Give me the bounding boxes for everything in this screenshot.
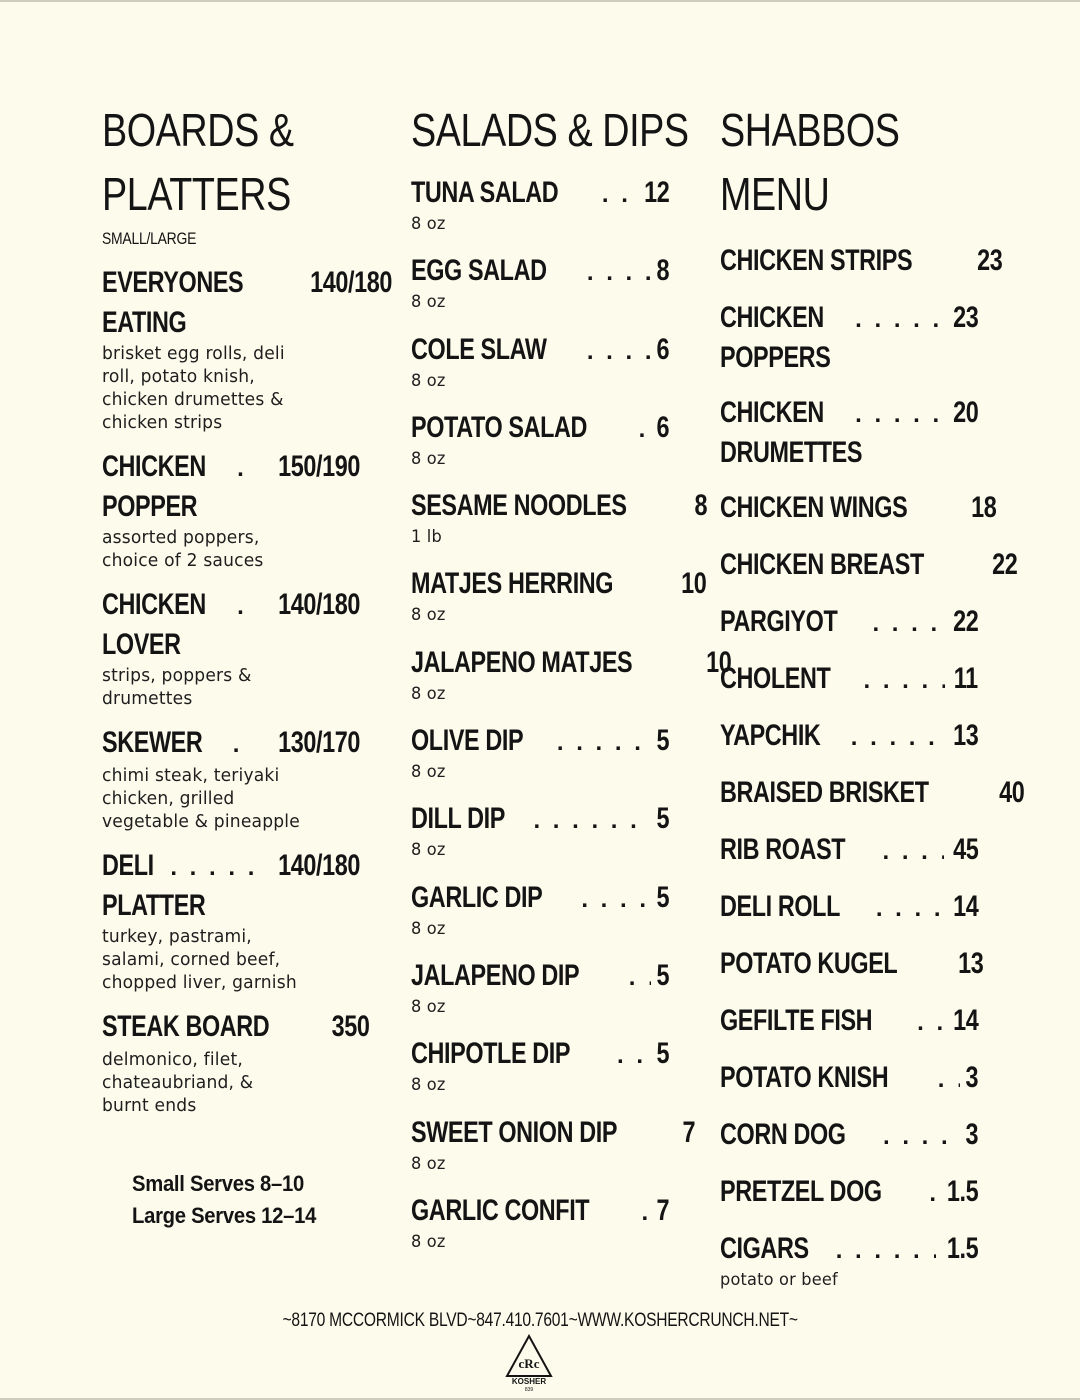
dot-leader <box>587 254 651 292</box>
item-name: CHICKEN WINGS <box>720 491 908 524</box>
item-row <box>411 1114 696 1154</box>
item-price: 140/180 <box>310 266 393 299</box>
item-row <box>411 331 669 371</box>
item-name: CHICKEN <box>720 301 824 334</box>
dot-leader <box>639 411 651 449</box>
menu-item <box>720 660 978 700</box>
menu-item <box>411 331 669 409</box>
item-name: JALAPENO DIP <box>411 958 580 992</box>
item-price: 10 <box>705 645 732 679</box>
item-desc-line: brisket egg rolls, deli <box>102 343 285 364</box>
menu-item <box>411 1114 696 1192</box>
footer-text: ~8170 MCCORMICK BLVD~847.410.7601~WWW.KOSHERCRUNCH.NET~ <box>282 1310 798 1331</box>
dot-leader <box>855 301 943 339</box>
item-row <box>720 1059 978 1099</box>
item-desc: 8 oz <box>411 292 446 313</box>
item-name-cont: PLATTER <box>102 889 206 922</box>
item-price: 13 <box>958 947 984 980</box>
dot-leader <box>617 1037 651 1075</box>
menu-item <box>411 565 707 643</box>
item-row <box>720 774 1024 814</box>
item-name-cont: EATING <box>102 306 187 339</box>
item-price: 22 <box>992 548 1018 581</box>
item-name: PRETZEL DOG <box>720 1175 882 1208</box>
menu-item <box>720 603 978 643</box>
item-name: DELI <box>102 849 154 882</box>
boards-platters-column <box>102 98 393 1117</box>
menu-item <box>411 722 669 800</box>
item-row <box>411 879 669 919</box>
item-row <box>720 489 997 529</box>
dot-leader <box>864 662 946 700</box>
item-row <box>720 1116 978 1156</box>
dot-leader <box>557 724 651 762</box>
item-name: COLE SLAW <box>411 332 547 366</box>
dot-leader <box>917 1004 944 1042</box>
item-desc: 1 lb <box>411 527 442 548</box>
item-desc: 8 oz <box>411 605 446 626</box>
item-name-cont: LOVER <box>102 628 181 661</box>
item-name: BRAISED BRISKET <box>720 776 929 809</box>
logo-word: KOSHER <box>511 1377 547 1386</box>
item-price: 11 <box>954 662 978 695</box>
item-desc-line: assorted poppers, <box>102 527 260 548</box>
menu-item <box>720 1116 978 1156</box>
item-name: SKEWER <box>102 726 203 759</box>
item-price: 23 <box>952 301 978 334</box>
shabbos-menu-column <box>720 98 1024 1307</box>
item-row <box>411 565 707 605</box>
footer-contact <box>0 1310 1080 1332</box>
item-row <box>720 945 984 985</box>
logo-letters: cRc <box>518 1356 540 1371</box>
menu-item <box>411 957 669 1035</box>
item-row <box>720 1173 978 1213</box>
item-price: 12 <box>643 176 669 209</box>
item-name: PARGIYOT <box>720 605 838 638</box>
menu-item-everyones-eating <box>102 264 393 434</box>
item-name: CHICKEN <box>102 450 206 483</box>
menu-item-steak-board <box>102 1008 370 1117</box>
dot-leader <box>237 588 253 626</box>
shabbos-title-line1: SHABBOS <box>720 104 900 156</box>
item-name-cont: DRUMETTES <box>720 436 863 469</box>
item-price: 5 <box>656 1037 669 1071</box>
item-row <box>411 409 669 449</box>
menu-item <box>720 945 984 985</box>
item-desc-line: drumettes <box>102 688 193 709</box>
page-edge-top <box>0 0 1080 2</box>
logo-number: 839 <box>524 1387 534 1392</box>
item-desc: 8 oz <box>411 1075 446 1096</box>
item-price: 6 <box>656 332 669 366</box>
serves-large: Large Serves 12–14 <box>132 1203 317 1228</box>
menu-item <box>411 409 669 487</box>
item-desc: 8 oz <box>411 918 446 939</box>
item-name: CHIPOTLE DIP <box>411 1037 571 1071</box>
item-name: CIGARS <box>720 1232 809 1265</box>
item-price: 23 <box>977 244 1003 277</box>
item-price: 1.5 <box>946 1232 978 1265</box>
menu-item <box>411 800 669 878</box>
item-name: GARLIC CONFIT <box>411 1193 590 1227</box>
menu-item <box>411 252 669 330</box>
item-name: EVERYONES <box>102 266 244 299</box>
dot-leader <box>855 396 943 434</box>
item-row <box>411 1035 669 1075</box>
item-name-cont: POPPER <box>102 490 198 523</box>
dot-leader <box>170 849 253 887</box>
item-desc-line: chicken drumettes & <box>102 389 284 410</box>
item-name: CHICKEN BREAST <box>720 548 924 581</box>
dot-leader <box>587 333 651 371</box>
item-row <box>411 487 708 527</box>
item-price: 5 <box>656 724 669 758</box>
item-price: 130/170 <box>278 726 360 759</box>
item-name: EGG SALAD <box>411 254 547 288</box>
item-price: 1.5 <box>946 1175 978 1208</box>
dot-leader <box>233 726 253 764</box>
item-name: RIB ROAST <box>720 833 846 866</box>
menu-item <box>411 174 669 252</box>
item-desc: 8 oz <box>411 1153 446 1174</box>
item-price: 40 <box>998 776 1024 809</box>
menu-item <box>411 644 732 722</box>
item-desc: 8 oz <box>411 214 446 234</box>
menu-item <box>720 1002 978 1042</box>
dot-leader <box>581 881 650 919</box>
menu-item <box>720 717 978 757</box>
item-price: 5 <box>656 958 669 992</box>
dot-leader <box>883 833 944 871</box>
item-desc-line: chicken, grilled <box>102 788 235 809</box>
item-name: GARLIC DIP <box>411 880 543 914</box>
menu-item <box>720 1059 978 1099</box>
item-desc: 8 oz <box>411 1231 446 1252</box>
salads-title: SALADS & DIPS <box>411 104 689 156</box>
item-price: 10 <box>681 567 707 601</box>
item-price: 13 <box>952 719 978 752</box>
item-price: 45 <box>952 833 978 866</box>
item-price: 8 <box>694 489 708 523</box>
item-desc-line: chimi steak, teriyaki <box>102 765 280 786</box>
crc-kosher-logo <box>504 1334 554 1392</box>
item-name: POTATO KUGEL <box>720 947 898 980</box>
dot-leader <box>929 1175 935 1213</box>
item-name: SWEET ONION DIP <box>411 1115 618 1149</box>
item-desc-line: chicken strips <box>102 412 223 433</box>
item-price: 3 <box>965 1118 978 1151</box>
menu-item-chicken-lover <box>102 586 360 710</box>
menu-item <box>411 487 708 565</box>
item-desc: 8 oz <box>411 996 446 1017</box>
menu-item <box>720 546 1018 586</box>
item-price: 14 <box>952 1004 978 1037</box>
item-desc-line: turkey, pastrami, <box>102 926 252 947</box>
item-desc: 8 oz <box>411 683 446 704</box>
dot-leader <box>883 1118 960 1156</box>
dot-leader <box>876 890 944 928</box>
item-desc: 8 oz <box>411 840 446 861</box>
item-price: 6 <box>656 410 669 444</box>
item-row <box>411 722 669 762</box>
menu-item <box>720 489 997 529</box>
dot-leader <box>938 1061 960 1099</box>
item-desc-line: roll, potato knish, <box>102 366 255 387</box>
item-price: 5 <box>656 880 669 914</box>
item-row <box>411 800 669 840</box>
item-price: 18 <box>971 491 997 524</box>
menu-item-deli-platter <box>102 847 360 994</box>
item-price: 14 <box>952 890 978 923</box>
dot-leader <box>602 176 635 214</box>
item-row <box>720 717 978 757</box>
menu-item <box>411 1192 669 1270</box>
item-row <box>411 252 669 292</box>
item-price: 3 <box>965 1061 978 1094</box>
item-desc-line: salami, corned beef, <box>102 949 281 970</box>
item-name: YAPCHIK <box>720 719 821 752</box>
serving-sizes-note <box>132 1168 332 1232</box>
item-row <box>411 1192 669 1232</box>
item-row <box>720 242 1003 282</box>
menu-item <box>720 299 978 377</box>
item-price: 5 <box>656 802 669 836</box>
item-price: 350 <box>331 1010 370 1043</box>
item-desc-line: chateaubriand, & <box>102 1072 254 1093</box>
item-desc-line: chopped liver, garnish <box>102 972 297 993</box>
item-row <box>720 831 978 871</box>
item-desc: 8 oz <box>411 762 446 783</box>
menu-item <box>720 888 978 928</box>
item-name: TUNA SALAD <box>411 176 559 209</box>
item-row <box>720 1002 978 1042</box>
item-desc-line: vegetable & pineapple <box>102 811 300 832</box>
item-row <box>720 603 978 643</box>
menu-item <box>720 774 1024 814</box>
item-desc-line: strips, poppers & <box>102 665 252 686</box>
item-row <box>720 660 978 700</box>
menu-item <box>720 242 1003 282</box>
item-name: GEFILTE FISH <box>720 1004 873 1037</box>
item-name: OLIVE DIP <box>411 724 524 758</box>
kosher-symbol-icon <box>504 1334 554 1392</box>
menu-item <box>411 879 669 957</box>
item-name: POTATO SALAD <box>411 410 588 444</box>
item-desc: potato or beef <box>720 1270 838 1290</box>
item-row <box>720 394 978 434</box>
item-row <box>411 174 669 214</box>
item-row <box>411 644 732 684</box>
salads-list <box>411 174 732 1270</box>
item-name: DELI ROLL <box>720 890 840 923</box>
item-row <box>720 1230 978 1270</box>
item-name-cont: POPPERS <box>720 341 831 374</box>
item-desc-line: choice of 2 sauces <box>102 550 264 571</box>
item-row <box>720 546 1018 586</box>
item-price: 22 <box>952 605 978 638</box>
boards-title-line1: BOARDS & <box>102 104 294 156</box>
dot-leader <box>851 719 944 757</box>
salads-dips-column <box>411 98 732 1270</box>
menu-item-skewer <box>102 724 360 833</box>
item-name: JALAPENO MATJES <box>411 645 633 679</box>
item-price: 150/190 <box>278 450 360 483</box>
item-name: SESAME NOODLES <box>411 489 627 523</box>
item-name: CHICKEN <box>720 396 824 429</box>
dot-leader <box>629 959 651 997</box>
dot-leader <box>641 1194 650 1232</box>
item-desc: 8 oz <box>411 370 446 391</box>
item-price: 140/180 <box>278 849 360 882</box>
size-note: SMALL/LARGE <box>102 229 197 248</box>
item-row <box>720 299 978 339</box>
item-name: CORN DOG <box>720 1118 846 1151</box>
shabbos-title-line2: MENU <box>720 168 830 220</box>
item-name: CHOLENT <box>720 662 831 695</box>
item-name: STEAK BOARD <box>102 1010 270 1043</box>
menu-item <box>720 1230 978 1290</box>
menu-item <box>720 394 978 472</box>
item-name: CHICKEN <box>102 588 206 621</box>
item-row <box>720 888 978 928</box>
item-desc-line: burnt ends <box>102 1095 197 1116</box>
serves-small: Small Serves 8–10 <box>132 1171 304 1196</box>
shabbos-list <box>720 242 1024 1290</box>
item-row <box>411 957 669 997</box>
dot-leader <box>533 802 650 840</box>
menu-item <box>720 831 978 871</box>
item-desc-line: delmonico, filet, <box>102 1049 243 1070</box>
dot-leader <box>836 1232 936 1270</box>
item-price: 20 <box>952 396 978 429</box>
menu-item-chicken-popper <box>102 448 360 572</box>
boards-title-line2: PLATTERS <box>102 168 291 220</box>
item-name: CHICKEN STRIPS <box>720 244 913 277</box>
dot-leader <box>237 450 253 488</box>
item-name: DILL DIP <box>411 802 505 836</box>
menu-item <box>411 1035 669 1113</box>
item-name: POTATO KNISH <box>720 1061 889 1094</box>
item-name: MATJES HERRING <box>411 567 614 601</box>
item-price: 140/180 <box>278 588 360 621</box>
item-price: 8 <box>656 254 669 288</box>
item-price: 7 <box>682 1115 696 1149</box>
menu-item <box>720 1173 978 1213</box>
item-desc: 8 oz <box>411 448 446 469</box>
item-price: 7 <box>656 1193 669 1227</box>
dot-leader <box>872 605 943 643</box>
